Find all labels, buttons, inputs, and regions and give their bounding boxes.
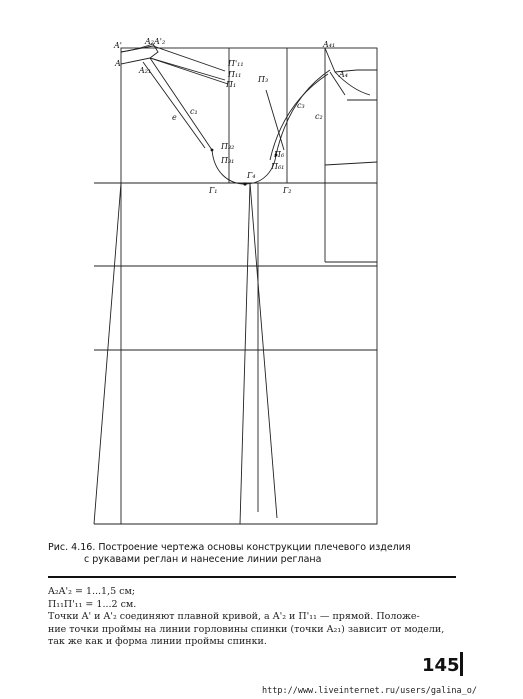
- left-side-line: [94, 183, 121, 524]
- formula-line-2: П₁₁П'₁₁ = 1...2 см.: [48, 598, 137, 610]
- front-shoulder: [325, 48, 357, 72]
- formula-line-1: A₂A'₂ = 1...1,5 см;: [48, 586, 136, 597]
- label-a41: A₄₁: [323, 40, 336, 49]
- center-back-line: [240, 183, 250, 524]
- label-a21: A₂₁: [139, 66, 152, 75]
- label-g4: Г₄: [247, 171, 256, 180]
- center-front-line: [250, 183, 277, 518]
- label-a: A: [115, 59, 121, 68]
- label-p11: П₁₁: [228, 70, 242, 79]
- label-p-prime-11: П'₁₁: [228, 59, 244, 68]
- figure-number: Рис. 4.16.: [48, 542, 96, 553]
- label-a-prime: A': [114, 41, 122, 50]
- label-c2: c₂: [315, 112, 323, 121]
- paragraph-line-3: так же как и форма линии проймы спинки.: [48, 636, 267, 647]
- label-g1: Г₁: [209, 186, 218, 195]
- figure-caption: [48, 542, 448, 566]
- label-g2: Г₂: [283, 186, 292, 195]
- label-p31: П₃₁: [221, 156, 235, 165]
- source-url: http://www.liveinternet.ru/users/galina_o/: [262, 686, 477, 696]
- label-p61: П₆₁: [271, 162, 285, 171]
- label-c1: c₁: [190, 107, 198, 116]
- caption-text: Построение чертежа основы конструкции плечевого изделия: [98, 542, 411, 553]
- caption-text-2: с рукавами реглан и нанесение линии реглана: [84, 554, 322, 565]
- label-e: e: [172, 113, 177, 122]
- label-p6: П₆: [274, 150, 285, 159]
- label-a4: A₄: [339, 70, 348, 79]
- page-number-bar: [460, 652, 463, 676]
- body-text: [48, 586, 458, 649]
- paragraph-line-2: ние точки проймы на линии горловины спинки (точки A₂₁) зависит от модели,: [48, 623, 445, 635]
- paragraph-line-1: Точки A' и A'₂ соединяют плавной кривой, а A'₂ и П'₁₁ — прямой. Положе-: [48, 611, 420, 622]
- separator-rule: [48, 576, 456, 578]
- label-p3: П₃: [258, 75, 269, 84]
- label-a2-a2prime: A₂A'₂: [145, 37, 166, 46]
- frame-outline: [121, 48, 377, 524]
- label-c3: c₃: [297, 101, 305, 110]
- back-raglan-line: [150, 58, 212, 150]
- back-shoulder: [121, 46, 225, 71]
- label-p1: П₁: [226, 80, 237, 89]
- label-p32: П₃₂: [221, 142, 235, 151]
- page-number: 145: [422, 655, 460, 676]
